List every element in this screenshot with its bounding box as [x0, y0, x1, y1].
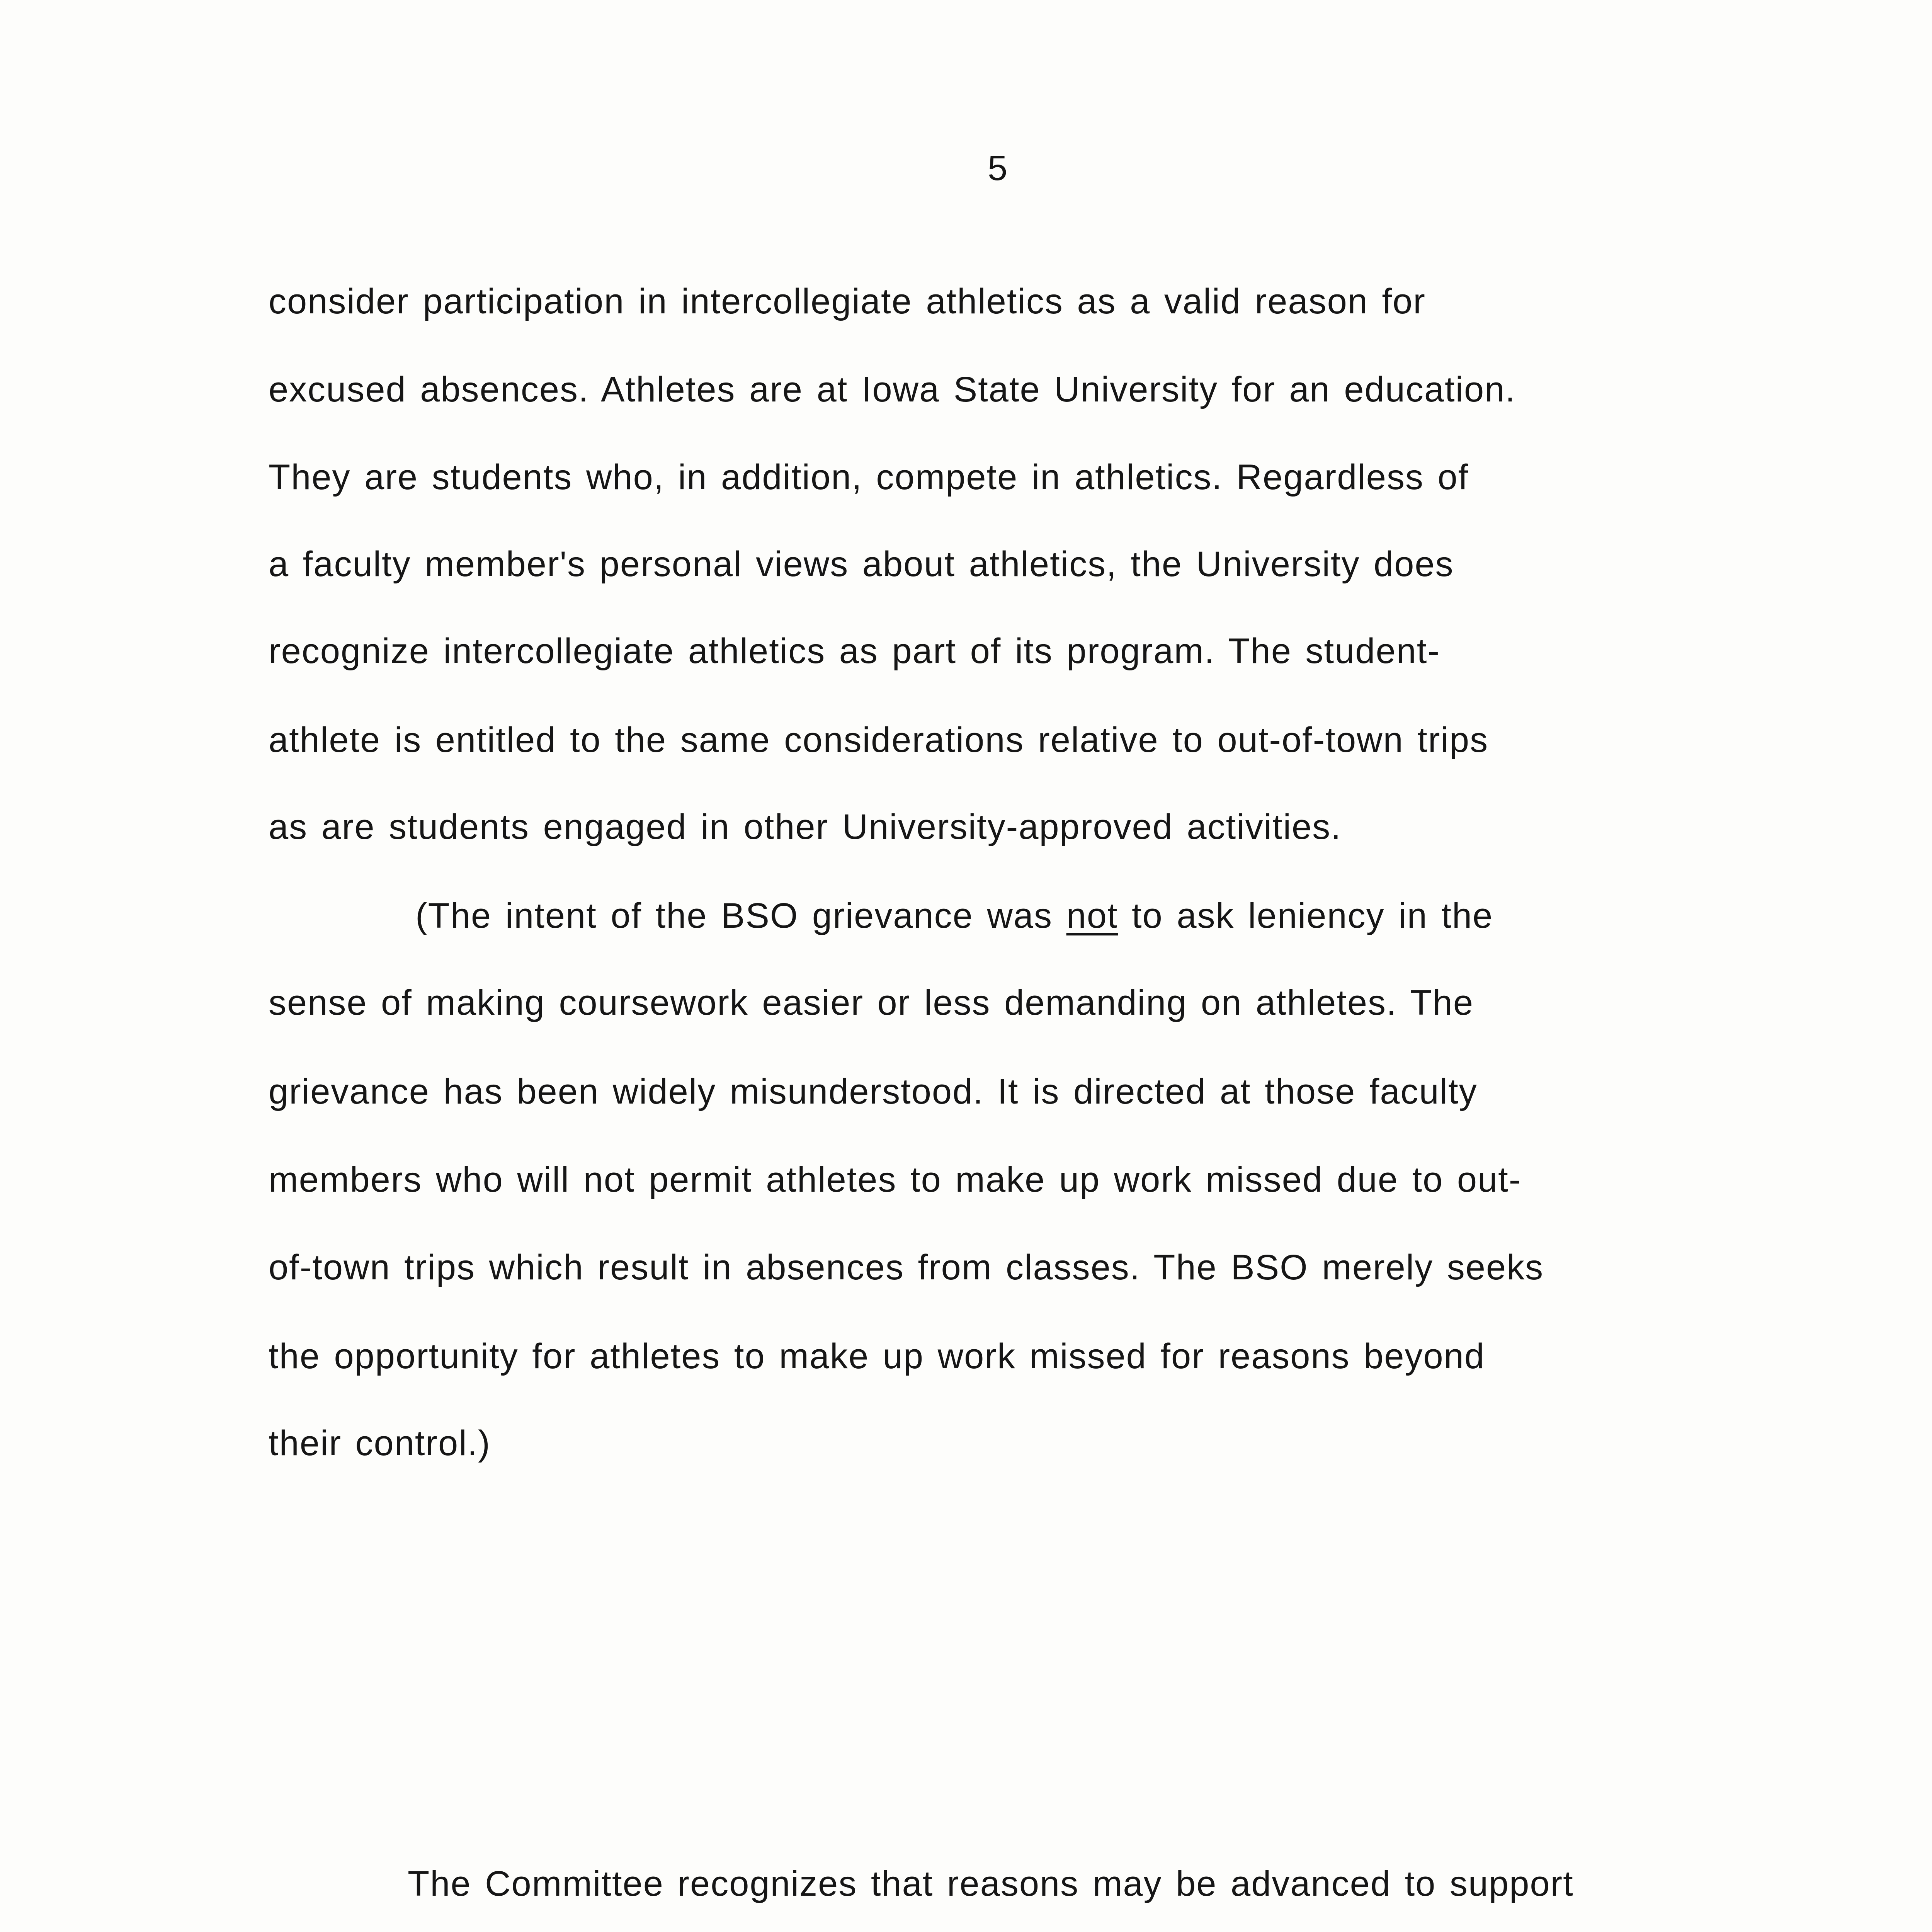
paragraph-line: sense of making coursework easier or less demanding on athletes. The: [269, 983, 1474, 1022]
paragraph-line: athlete is entitled to the same considerations relative to out-of-town trips: [269, 720, 1489, 760]
paragraph-line: as are students engaged in other University-approved activities.: [269, 807, 1342, 847]
paragraph-line: excused absences. Athletes are at Iowa State University for an education.: [269, 370, 1516, 409]
text-run: (The intent of the BSO grievance was: [415, 896, 1066, 935]
paragraph-first-line: [415, 895, 1493, 937]
paragraph-line: of-town trips which result in absences from classes. The BSO merely seeks: [269, 1248, 1544, 1287]
paragraph-line: The Committee recognizes that reasons may be advanced to support: [408, 1864, 1574, 1903]
paragraph-line: recognize intercollegiate athletics as part of its program. The student-: [269, 631, 1440, 671]
paragraph-line: a faculty member's personal views about athletics, the University does: [269, 544, 1454, 584]
paragraph-line: their control.): [269, 1423, 491, 1463]
paragraph-line: the opportunity for athletes to make up work missed for reasons beyond: [269, 1337, 1485, 1376]
paragraph-line: members who will not permit athletes to make up work missed due to out-: [269, 1160, 1522, 1199]
paragraph-line: grievance has been widely misunderstood. It is directed at those faculty: [269, 1072, 1478, 1111]
text-run: to ask leniency in the: [1118, 896, 1493, 935]
underlined-word: not: [1066, 896, 1118, 935]
page-number: 5: [988, 148, 1009, 188]
paragraph-line: They are students who, in addition, compete in athletics. Regardless of: [269, 457, 1469, 497]
paragraph-line: consider participation in intercollegiate athletics as a valid reason for: [269, 282, 1426, 321]
